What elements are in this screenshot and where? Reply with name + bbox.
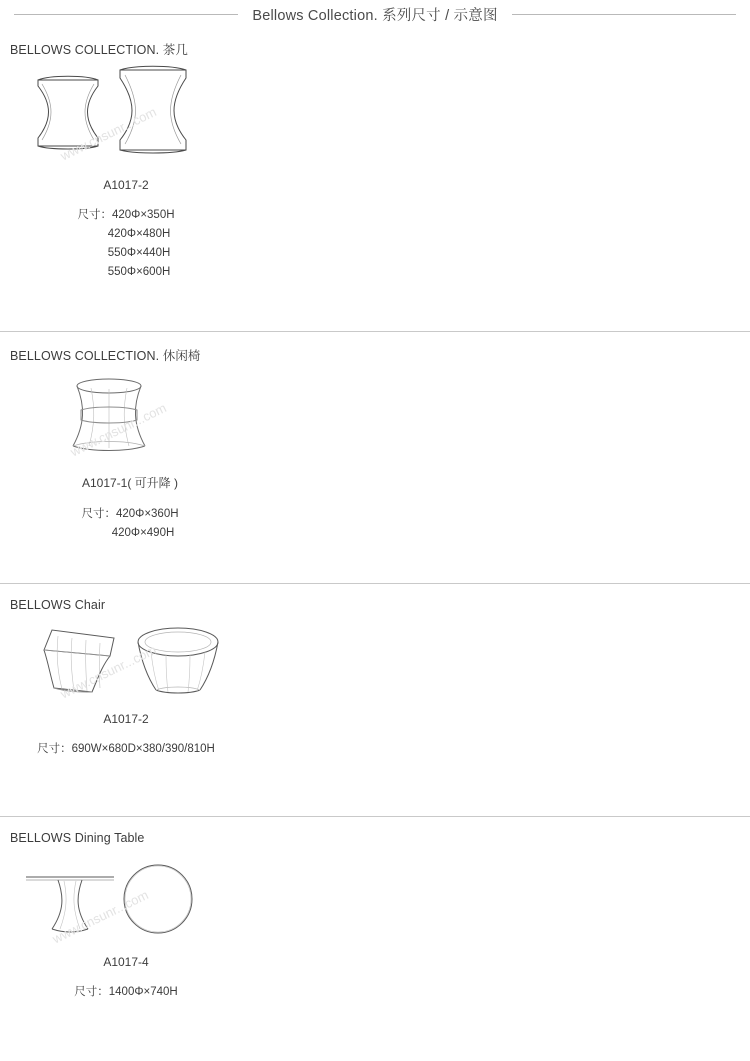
figure-lounge-chair xyxy=(6,364,744,474)
chair-drawing xyxy=(6,612,750,710)
watermark: www.cnsunr...com xyxy=(68,400,169,460)
dimension-line xyxy=(6,983,246,1002)
dimension-value: 550Φ×440H xyxy=(107,247,171,259)
dimension-list xyxy=(6,740,246,759)
dimension-line xyxy=(6,740,246,759)
dimension-label: 尺寸： xyxy=(37,743,72,755)
section-title: BELLOWS COLLECTION. 休闲椅 xyxy=(10,349,201,363)
dimension-line xyxy=(6,524,254,543)
dining-table-drawing xyxy=(6,845,750,953)
figure-chair xyxy=(6,612,744,712)
dimension-list xyxy=(6,505,254,543)
dimension-label: 尺寸： xyxy=(74,986,109,998)
dimension-line xyxy=(6,505,254,524)
watermark: www.cnsunr...com xyxy=(58,104,159,164)
dimension-value: 550Φ×600H xyxy=(107,266,171,278)
section-title: BELLOWS COLLECTION. 茶几 xyxy=(10,43,188,57)
header-rule-right xyxy=(512,14,736,15)
figure-coffee-table xyxy=(6,58,744,178)
section-coffee-table xyxy=(0,26,750,331)
dimension-list xyxy=(6,983,246,1002)
dimension-value: 420Φ×480H xyxy=(107,228,171,240)
section-chair xyxy=(0,583,750,816)
dimension-value: 690W×680D×380/390/810H xyxy=(71,743,215,755)
page-title: Bellows Collection. 系列尺寸 / 示意图 xyxy=(252,7,498,24)
product-code: A1017-2 xyxy=(103,178,149,192)
dimension-value: 420Φ×490H xyxy=(111,527,175,539)
lounge-chair-drawing xyxy=(6,364,750,469)
dimension-line xyxy=(6,206,246,225)
coffee-table-drawing xyxy=(6,58,750,168)
product-code: A1017-4 xyxy=(103,955,149,969)
dimension-list xyxy=(6,206,246,282)
dimension-value: 420Φ×360H xyxy=(115,508,179,520)
dimension-label: 尺寸： xyxy=(77,209,112,221)
figure-dining-table xyxy=(6,845,744,955)
watermark: www.cnsunr...com xyxy=(50,887,151,947)
product-code: A1017-2 xyxy=(103,712,149,726)
section-lounge-chair xyxy=(0,331,750,583)
dimension-value: 1400Φ×740H xyxy=(108,986,178,998)
watermark: www.cnsunr...com xyxy=(58,642,159,702)
page-header xyxy=(0,0,750,26)
dimension-value: 420Φ×350H xyxy=(111,209,175,221)
section-title: BELLOWS Dining Table xyxy=(10,831,145,845)
header-rule-left xyxy=(14,14,238,15)
product-code: A1017-1( 可升降 ) xyxy=(81,476,179,490)
dimension-line xyxy=(6,244,246,263)
dimension-line xyxy=(6,225,246,244)
section-title: BELLOWS Chair xyxy=(10,598,106,612)
section-dining-table xyxy=(0,816,750,1061)
dimension-line xyxy=(6,263,246,282)
dimension-label: 尺寸： xyxy=(81,508,116,520)
